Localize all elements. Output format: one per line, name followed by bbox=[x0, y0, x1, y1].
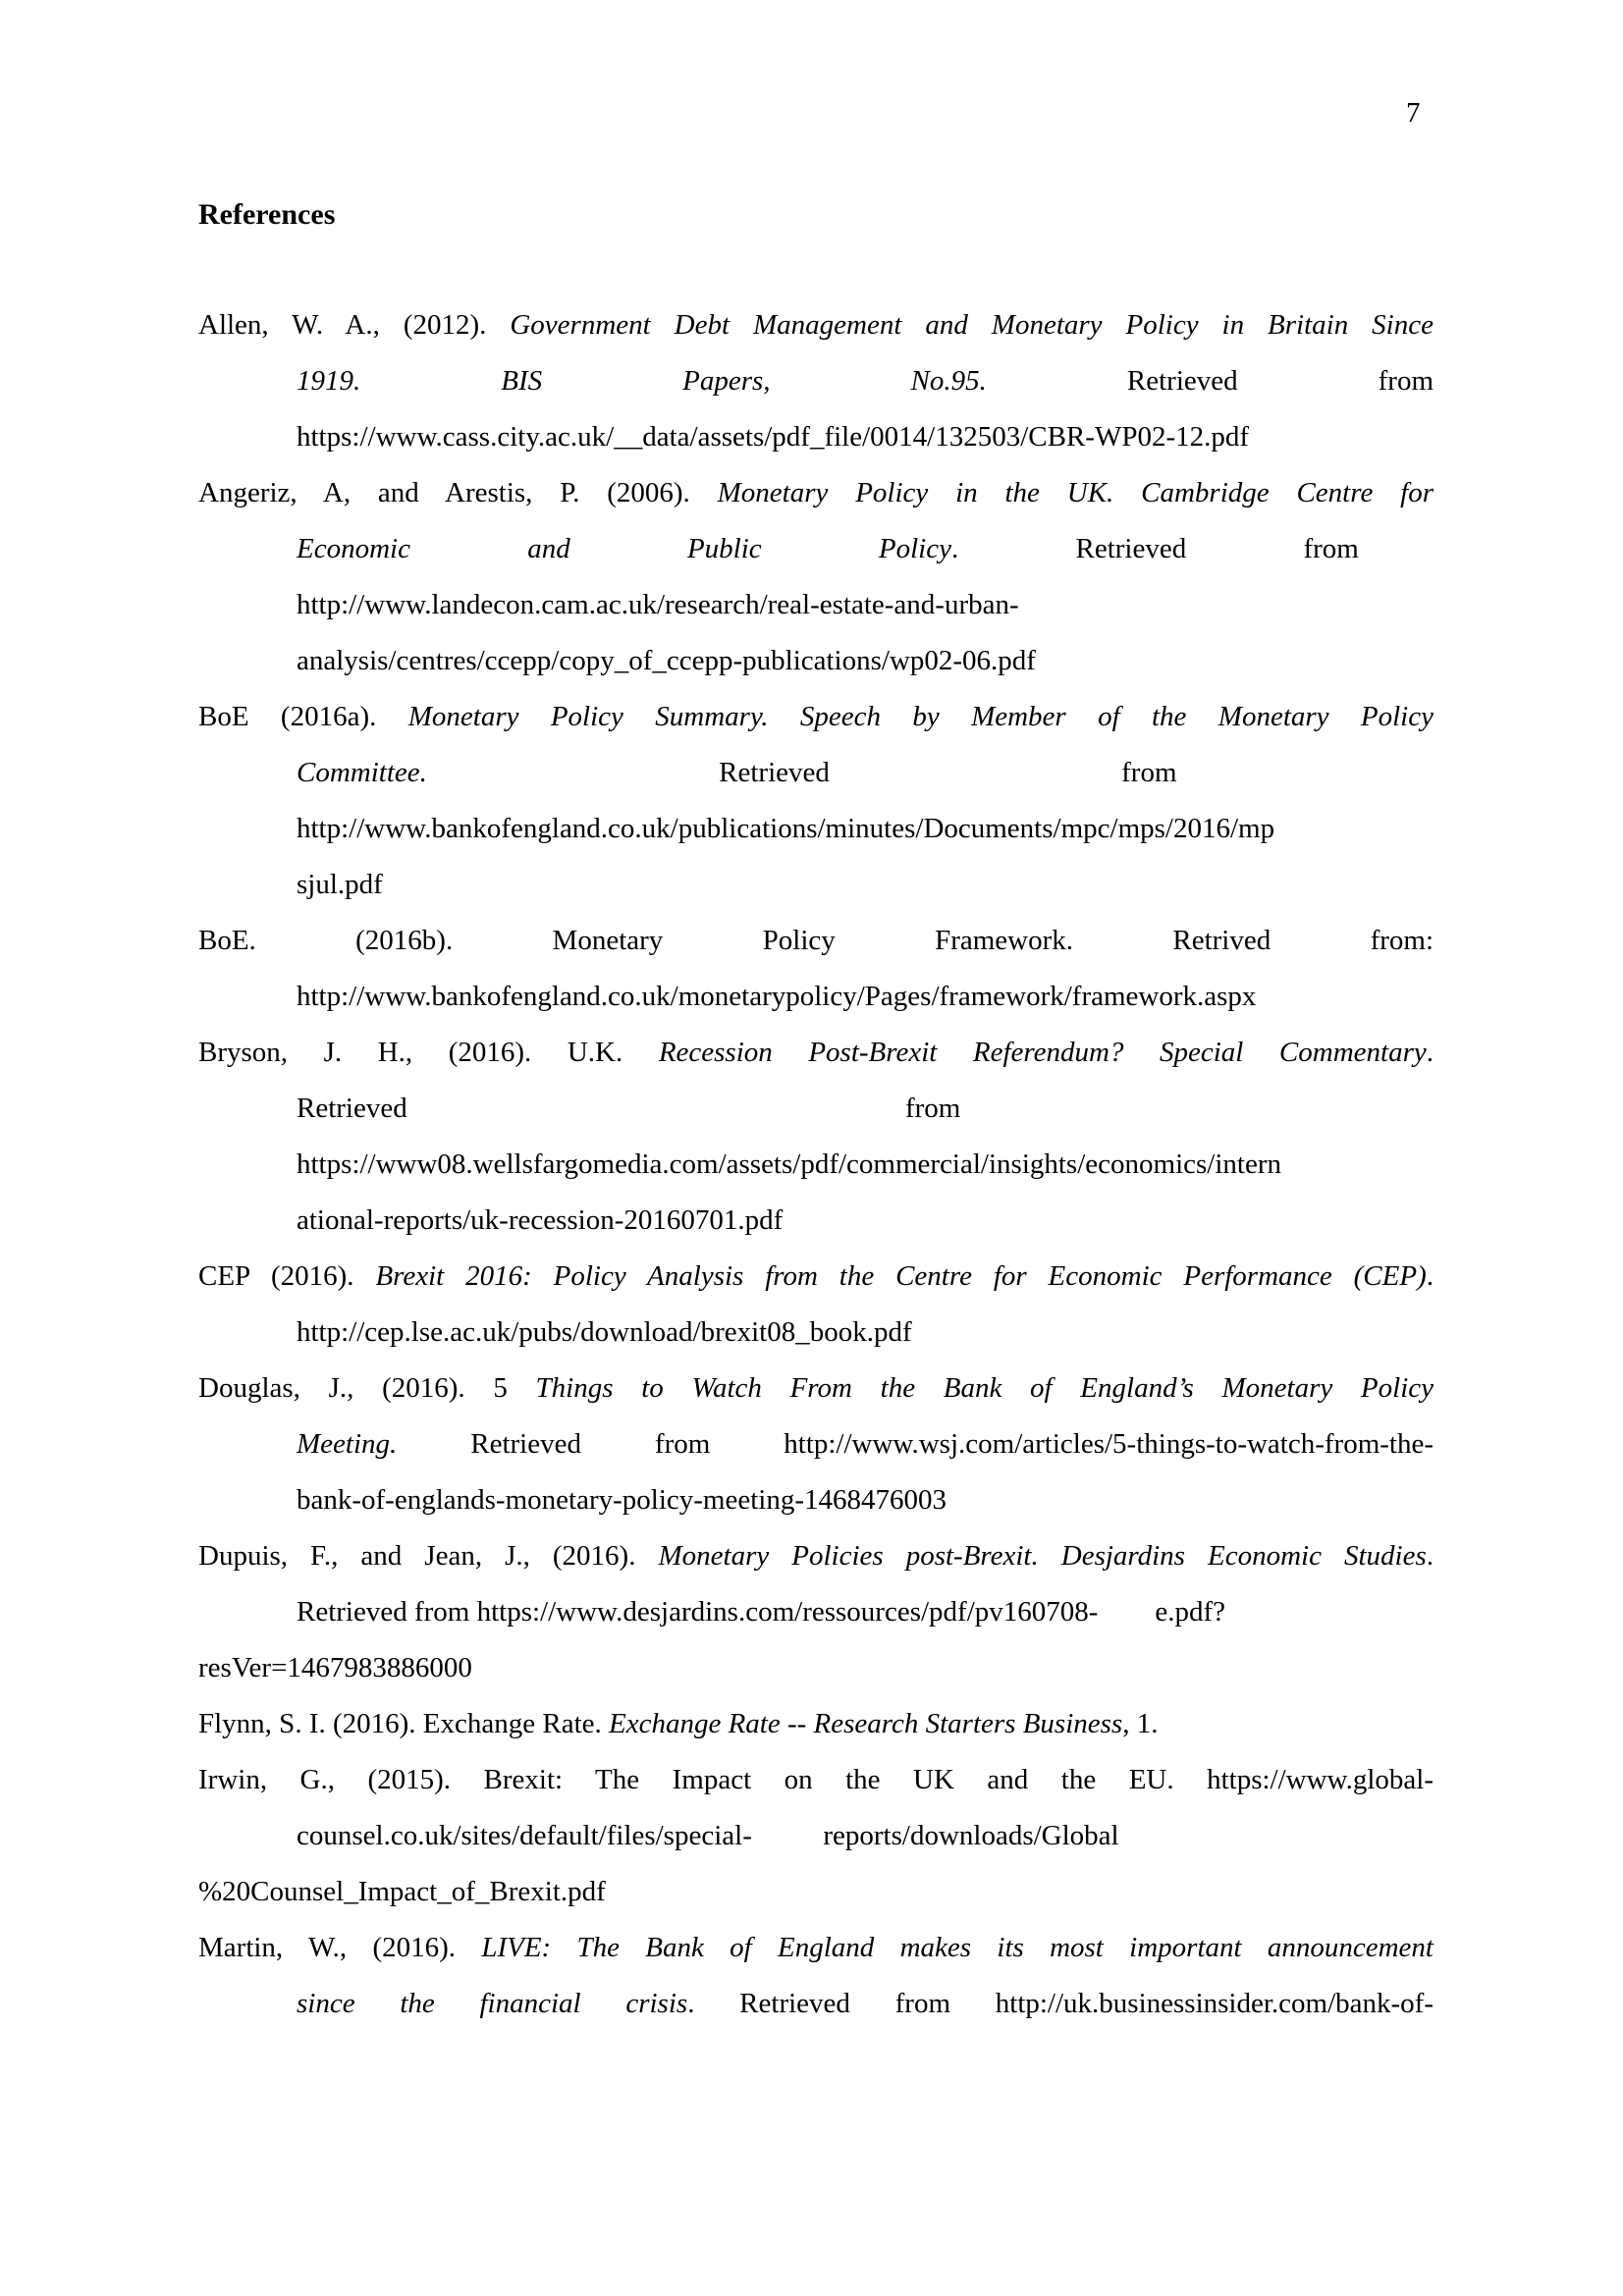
reference-line bbox=[198, 1920, 1434, 1976]
reference-text: . bbox=[1426, 1037, 1434, 1068]
reference-line bbox=[198, 297, 1434, 353]
reference-line bbox=[198, 689, 1434, 745]
reference-line bbox=[198, 577, 1434, 633]
reference-text: ational-reports/uk-recession-20160701.pdf bbox=[297, 1204, 784, 1236]
reference-text: analysis/centres/ccepp/copy_of_ccepp-publications/wp02-06.pdf bbox=[297, 645, 1036, 676]
reference-line bbox=[198, 1528, 1434, 1584]
reference-line bbox=[198, 521, 1434, 577]
reference-title-italic: Brexit 2016: Policy Analysis from the Centre for Economic Performance (CEP) bbox=[375, 1260, 1427, 1292]
reference-title-italic: Recession Post-Brexit Referendum? Special Commentary bbox=[658, 1037, 1427, 1068]
reference-line bbox=[198, 1137, 1434, 1193]
reference-title-italic: since the financial crisis bbox=[297, 1988, 688, 2019]
reference-line bbox=[198, 1864, 1434, 1920]
reference-text: . Retrieved from http://uk.businessinsider.com/bank-of- bbox=[687, 1988, 1434, 2019]
reference-text: . Retrieved from bbox=[950, 533, 1359, 564]
reference-line bbox=[198, 969, 1434, 1025]
reference-entry bbox=[198, 1528, 1434, 1696]
reference-title-italic: Monetary Policy Summary. Speech by Member of the Monetary Policy bbox=[407, 701, 1434, 732]
reference-text: bank-of-englands-monetary-policy-meeting-1468476003 bbox=[297, 1484, 947, 1516]
reference-line bbox=[198, 745, 1434, 801]
reference-text: counsel.co.uk/sites/default/files/special- reports/downloads/Global bbox=[297, 1820, 1119, 1851]
reference-entry bbox=[198, 1920, 1434, 2032]
reference-line bbox=[198, 1249, 1434, 1305]
reference-entry bbox=[198, 1249, 1434, 1361]
reference-line bbox=[198, 857, 1434, 913]
reference-text: https://www.cass.city.ac.uk/__data/assets/pdf_file/0014/132503/CBR-WP02-12.pdf bbox=[297, 421, 1250, 453]
reference-title-italic: LIVE: The Bank of England makes its most important announcement bbox=[481, 1932, 1434, 1963]
reference-text: , 1. bbox=[1122, 1708, 1159, 1739]
reference-text: Martin, W., (2016). bbox=[198, 1932, 482, 1963]
reference-line bbox=[198, 1752, 1434, 1808]
reference-line bbox=[198, 1416, 1434, 1472]
reference-line bbox=[198, 1584, 1434, 1640]
reference-line bbox=[198, 1640, 1434, 1696]
reference-text: Angeriz, A, and Arestis, P. (2006). bbox=[198, 477, 718, 508]
reference-text: Retrieved from bbox=[426, 757, 1177, 788]
reference-text: Retrieved from http://www.wsj.com/articles/5-things-to-watch-from-the- bbox=[397, 1428, 1434, 1460]
reference-entry bbox=[198, 913, 1434, 1025]
reference-entry bbox=[198, 1025, 1434, 1249]
reference-line bbox=[198, 1361, 1434, 1416]
reference-line bbox=[198, 1305, 1434, 1361]
reference-text: Retrieved from bbox=[297, 1093, 961, 1124]
reference-title-italic: Committee. bbox=[297, 757, 427, 788]
reference-line bbox=[198, 1472, 1434, 1528]
reference-line bbox=[198, 1808, 1434, 1864]
reference-line bbox=[198, 633, 1434, 689]
reference-line bbox=[198, 409, 1434, 465]
reference-entry bbox=[198, 465, 1434, 689]
reference-text: Retrieved from bbox=[986, 365, 1434, 397]
reference-title-italic: 1919. BIS Papers, No.95. bbox=[297, 365, 987, 397]
reference-title-italic: Economic and Public Policy bbox=[297, 533, 951, 564]
reference-entry bbox=[198, 1696, 1434, 1752]
reference-text: Douglas, J., (2016). 5 bbox=[198, 1372, 536, 1404]
reference-text: Flynn, S. I. (2016). Exchange Rate. bbox=[198, 1708, 610, 1739]
reference-text: Allen, W. A., (2012). bbox=[198, 309, 511, 341]
reference-text: Irwin, G., (2015). Brexit: The Impact on the UK and the EU. https://www.global- bbox=[198, 1764, 1434, 1795]
reference-text: Bryson, J. H., (2016). U.K. bbox=[198, 1037, 659, 1068]
reference-text: https://www08.wellsfargomedia.com/assets/pdf/commercial/insights/economics/intern bbox=[297, 1148, 1281, 1180]
reference-entry bbox=[198, 689, 1434, 913]
reference-text: Retrieved from https://www.desjardins.com/ressources/pdf/pv160708- e.pdf? bbox=[297, 1596, 1226, 1628]
reference-text: resVer=1467983886000 bbox=[198, 1652, 472, 1683]
reference-title-italic: Monetary Policy in the UK. Cambridge Centre for bbox=[717, 477, 1434, 508]
reference-line bbox=[198, 801, 1434, 857]
reference-line bbox=[198, 1193, 1434, 1249]
reference-text: http://www.bankofengland.co.uk/monetarypolicy/Pages/framework/framework.aspx bbox=[297, 981, 1257, 1012]
reference-title-italic: Meeting. bbox=[297, 1428, 398, 1460]
reference-line bbox=[198, 1025, 1434, 1081]
references-heading: References bbox=[198, 198, 336, 231]
reference-entry bbox=[198, 297, 1434, 465]
reference-text: CEP (2016). bbox=[198, 1260, 376, 1292]
reference-line bbox=[198, 913, 1434, 969]
reference-text: . bbox=[1426, 1540, 1434, 1572]
reference-text: http://www.landecon.cam.ac.uk/research/real-estate-and-urban- bbox=[297, 589, 1019, 620]
reference-text: %20Counsel_Impact_of_Brexit.pdf bbox=[198, 1876, 606, 1907]
reference-title-italic: Things to Watch From the Bank of England’s Monetary Policy bbox=[535, 1372, 1434, 1404]
reference-text: http://cep.lse.ac.uk/pubs/download/brexit08_book.pdf bbox=[297, 1316, 912, 1348]
references-list bbox=[198, 297, 1434, 2032]
reference-text: Dupuis, F., and Jean, J., (2016). bbox=[198, 1540, 659, 1572]
reference-entry bbox=[198, 1752, 1434, 1920]
reference-line bbox=[198, 1976, 1434, 2032]
reference-text: sjul.pdf bbox=[297, 869, 383, 900]
reference-text: BoE. (2016b). Monetary Policy Framework. Retrived from: bbox=[198, 925, 1434, 956]
reference-text: . bbox=[1426, 1260, 1434, 1292]
reference-text: BoE (2016a). bbox=[198, 701, 408, 732]
page-number: 7 bbox=[1406, 97, 1421, 129]
reference-title-italic: Monetary Policies post-Brexit. Desjardins Economic Studies bbox=[658, 1540, 1427, 1572]
reference-line bbox=[198, 353, 1434, 409]
reference-line bbox=[198, 1696, 1434, 1752]
reference-line bbox=[198, 1081, 1434, 1137]
reference-entry bbox=[198, 1361, 1434, 1528]
reference-title-italic: Government Debt Management and Monetary Policy in Britain Since bbox=[510, 309, 1434, 341]
reference-line bbox=[198, 465, 1434, 521]
reference-title-italic: Exchange Rate -- Research Starters Business bbox=[609, 1708, 1123, 1739]
reference-text: http://www.bankofengland.co.uk/publications/minutes/Documents/mpc/mps/2016/mp bbox=[297, 813, 1275, 844]
